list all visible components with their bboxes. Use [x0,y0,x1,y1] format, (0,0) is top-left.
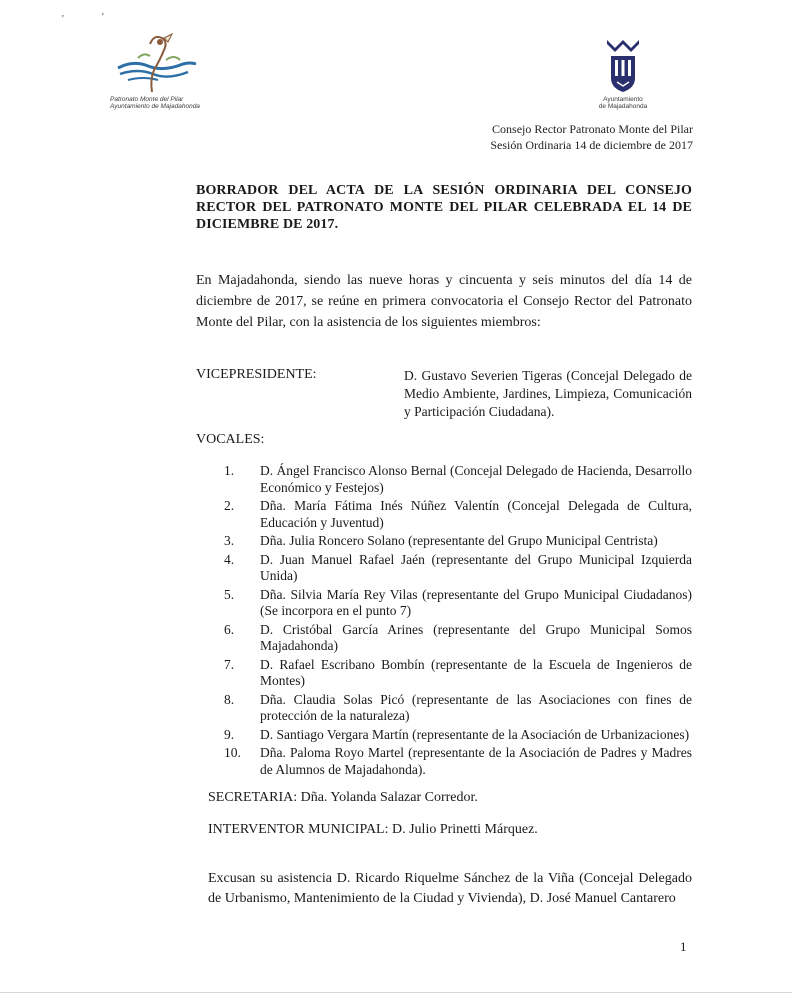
page-edge-divider [0,992,792,993]
list-item: 5. Dña. Silvia María Rey Vilas (representante del Grupo Municipal Ciudadanos) (Se incorpora en el punto 7) [224,586,692,618]
header-line: Sesión Ordinaria 14 de diciembre de 2017 [490,138,693,152]
secretaria-text: Dña. Yolanda Salazar Corredor. [297,790,478,805]
list-item: 1. D. Ángel Francisco Alonso Bernal (Concejal Delegado de Hacienda, Desarrollo Económico y Festejos) [224,463,692,495]
list-item: 2. Dña. María Fátima Inés Núñez Valentín (Concejal Delegada de Cultura, Educación y Juventud) [224,498,692,530]
patronato-logo [108,30,208,120]
list-item: 4. D. Juan Manuel Rafael Jaén (representante del Grupo Municipal Izquierda Unida) [224,551,692,583]
vicepresidente-text: D. Gustavo Severien Tigeras (Concejal Delegado de Medio Ambiente, Jardines, Limpieza, Comunicación y Participación Ciudadana). [404,368,692,419]
list-item: 9. D. Santiago Vergara Martín (representante de la Asociación de Urbanizaciones) [224,726,690,742]
vicepresidente-label: VICEPRESIDENTE: [196,367,317,382]
secretaria-label: SECRETARIA: [208,790,298,805]
logo-caption: Patronato Monte del Pilar [110,96,184,103]
vocales-label: VOCALES: [196,432,265,447]
interventor-text: D. Julio Prinetti Márquez. [388,822,538,837]
list-item: 3. Dña. Julia Roncero Solano (representante del Grupo Municipal Centrista) [224,533,658,548]
scan-mark: ' [102,12,104,23]
ayuntamiento-logo [588,38,658,118]
scan-mark: ' [62,14,64,25]
vocales-list [224,463,692,780]
list-item: 10. Dña. Paloma Royo Martel (representante de la Asociación de Padres y Madres de Alumnos de Majadahonda). [224,745,692,777]
document-title: BORRADOR DEL ACTA DE LA SESIÓN ORDINARIA DEL CONSEJO RECTOR DEL PATRONATO MONTE DEL PILAR CELEBRADA EL 14 DE DICIEMBRE DE 2017. [196,183,692,232]
patronato-monte-del-pilar-logo-icon [108,30,198,100]
intro-paragraph: En Majadahonda, siendo las nueve horas y cincuenta y seis minutos del día 14 de diciembre de 2017, se reúne en primera convocatoria el Consejo Rector del Patronato Monte del Pilar, con la asistencia de los siguientes miembros: [196,273,692,330]
logo-caption: Ayuntamiento de Majadahonda [110,103,200,110]
document-header [490,121,693,153]
list-item: 6. D. Cristóbal García Arines (representante del Grupo Municipal Somos Majadahonda) [224,621,692,653]
secretaria-line [208,790,478,806]
interventor-label: INTERVENTOR MUNICIPAL: [208,822,389,837]
logo-caption: de Majadahonda [598,103,648,110]
header-line: Consejo Rector Patronato Monte del Pilar [492,122,693,136]
logo-caption: Ayuntamiento [603,96,643,103]
list-item: 7. D. Rafael Escribano Bombín (representante de la Escuela de Ingenieros de Montes) [224,656,692,688]
list-item: 8. Dña. Claudia Solas Picó (representante de las Asociaciones con fines de protección de la naturaleza) [224,691,692,723]
interventor-line [208,822,538,838]
ayuntamiento-majadahonda-crest-icon [603,38,643,94]
page-number: 1 [680,939,687,954]
excusan-paragraph: Excusan su asistencia D. Ricardo Riquelme Sánchez de la Viña (Concejal Delegado de Urbanismo, Mantenimiento de la Ciudad y Vivienda), D. José Manuel Cantarero [208,871,692,906]
